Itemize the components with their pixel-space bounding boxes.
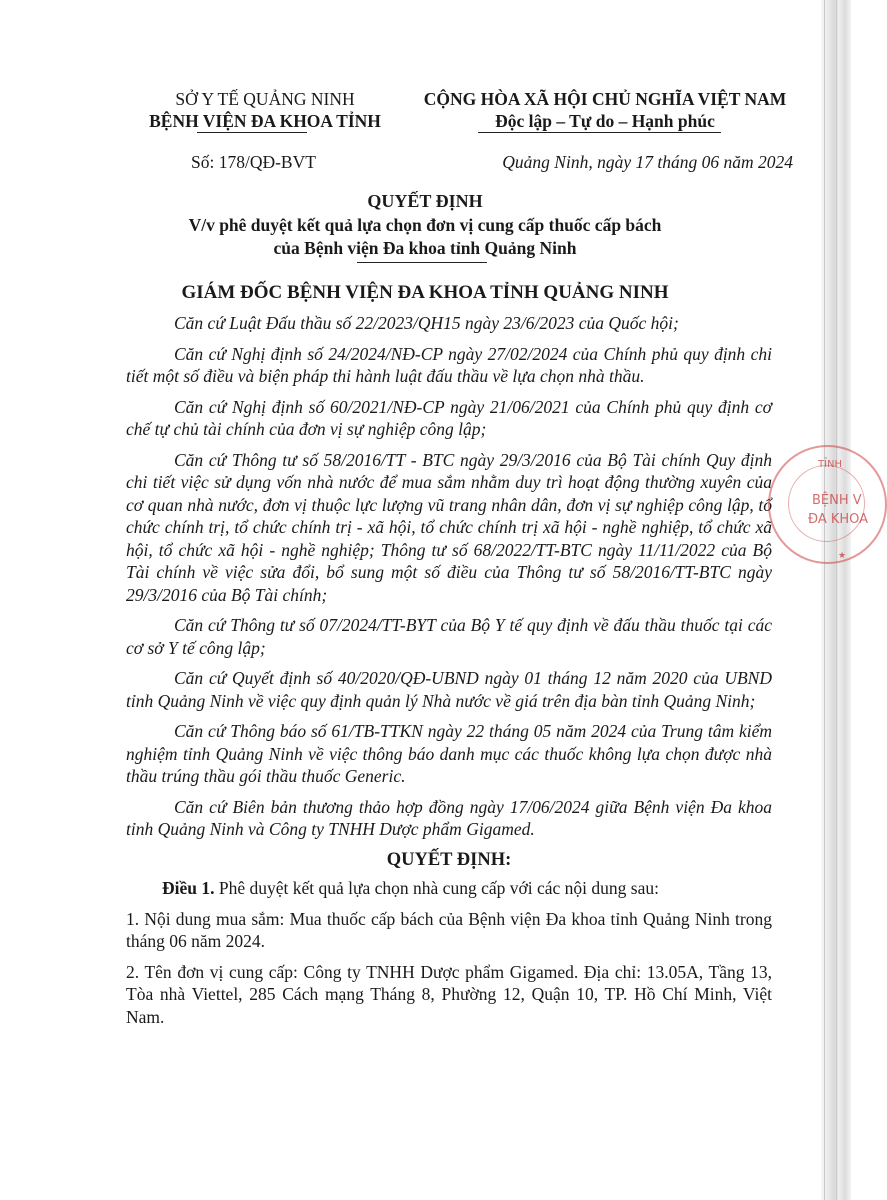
motto: Độc lập – Tự do – Hạnh phúc (495, 111, 715, 131)
official-stamp (768, 445, 887, 564)
subject-underline (357, 262, 487, 263)
stamp-text: TỈNH (818, 459, 843, 470)
legal-basis: Căn cứ Biên bản thương thảo hợp đồng ngày 17/06/2024 giữa Bệnh viện Đa khoa tỉnh Quảng Ninh và Công ty TNHH Dược phẩm Gigamed. (126, 796, 772, 839)
motto-underline (478, 132, 721, 133)
national-motto-block (410, 88, 800, 132)
stamp-text: BỆNH V (812, 493, 862, 508)
issuer-parent: SỞ Y TẾ QUẢNG NINH (175, 89, 355, 109)
legal-basis: Căn cứ Thông tư số 07/2024/TT-BYT của Bộ Y tế quy định về đấu thầu thuốc tại các cơ sở Y tế công lập; (126, 615, 772, 658)
scan-line (836, 0, 837, 1200)
article-1-label: Điều 1. (162, 878, 215, 898)
issuer-underline (197, 132, 307, 133)
legal-basis: Căn cứ Nghị định số 24/2024/NĐ-CP ngày 27/02/2024 của Chính phủ quy định chi tiết một số điều và biện pháp thi hành luật đấu thầu về lựa chọn nhà thầu. (126, 343, 772, 386)
authority-title: GIÁM ĐỐC BỆNH VIỆN ĐA KHOA TỈNH QUẢNG NINH (181, 282, 669, 303)
subject-line: của Bệnh viện Đa khoa tỉnh Quảng Ninh (273, 238, 577, 258)
legal-basis: Căn cứ Thông tư số 58/2016/TT - BTC ngày 29/3/2016 của Bộ Tài chính Quy định chi tiết việc sử dụng vốn nhà nước để mua sắm nhằm duy trì hoạt động thường xuyên của cơ quan nhà nước, đơn vị thuộc lực lượng vũ trang nhân dân, đơn vị sự nghiệp công lập, tổ chức chính trị, tổ chức chính trị - xã hội, tổ chức chính trị xã hội - nghề nghiệp, tổ chức xã hội, tổ chức xã hội - nghề nghiệp; Thông tư số 68/2022/TT-BTC ngày 11/11/2022 của Bộ Tài chính về việc sửa đổi, bổ sung một số điều của Thông tư số 58/2016/TT-BTC ngày 29/3/2016 của Bộ Tài chính; (126, 449, 772, 605)
document-title: QUYẾT ĐỊNH (367, 191, 483, 211)
legal-basis: Căn cứ Luật Đấu thầu số 22/2023/QH15 ngày 23/6/2023 của Quốc hội; (174, 313, 679, 333)
issuer-name: BỆNH VIỆN ĐA KHOA TỈNH (149, 111, 381, 131)
legal-basis: Căn cứ Thông báo số 61/TB-TTKN ngày 22 tháng 05 năm 2024 của Trung tâm kiểm nghiệm tỉnh Quảng Ninh về việc thông báo danh mục các thuốc không lựa chọn được nhà thầu trúng thầu gói thầu thuốc Generic. (126, 721, 772, 786)
document-body (126, 312, 772, 1036)
decision-item: 2. Tên đơn vị cung cấp: Công ty TNHH Dược phẩm Gigamed. Địa chỉ: 13.05A, Tầng 13, Tòa nhà Viettel, 285 Cách mạng Tháng 8, Phường 12, Quận 10, TP. Hồ Chí Minh, Việt Nam. (126, 961, 772, 1027)
legal-basis: Căn cứ Quyết định số 40/2020/QĐ-UBND ngày 01 tháng 12 năm 2020 của UBND tỉnh Quảng Ninh về việc quy định quản lý Nhà nước về giá trên địa bàn tỉnh Quảng Ninh; (126, 668, 772, 711)
document-number: Số: 178/QĐ-BVT (191, 152, 316, 172)
scan-line (824, 0, 825, 1200)
country-name: CỘNG HÒA XÃ HỘI CHỦ NGHĨA VIỆT NAM (423, 89, 787, 109)
legal-basis: Căn cứ Nghị định số 60/2021/NĐ-CP ngày 21/06/2021 của Chính phủ quy định cơ chế tự chủ tài chính của đơn vị sự nghiệp công lập; (126, 396, 772, 439)
article-1 (126, 877, 772, 900)
document-date: Quảng Ninh, ngày 17 tháng 06 năm 2024 (502, 152, 793, 172)
issuer-block (120, 88, 410, 132)
decision-heading: QUYẾT ĐỊNH: (386, 849, 512, 870)
document-subject (100, 214, 750, 260)
decision-item: 1. Nội dung mua sắm: Mua thuốc cấp bách của Bệnh viện Đa khoa tỉnh Quảng Ninh trong tháng 06 năm 2024. (126, 908, 772, 951)
stamp-star-icon: ★ (838, 551, 847, 561)
stamp-text: ĐA KHOA (808, 512, 869, 527)
article-1-text: Phê duyệt kết quả lựa chọn nhà cung cấp với các nội dung sau: (214, 878, 659, 898)
subject-line: V/v phê duyệt kết quả lựa chọn đơn vị cung cấp thuốc cấp bách (188, 215, 662, 235)
